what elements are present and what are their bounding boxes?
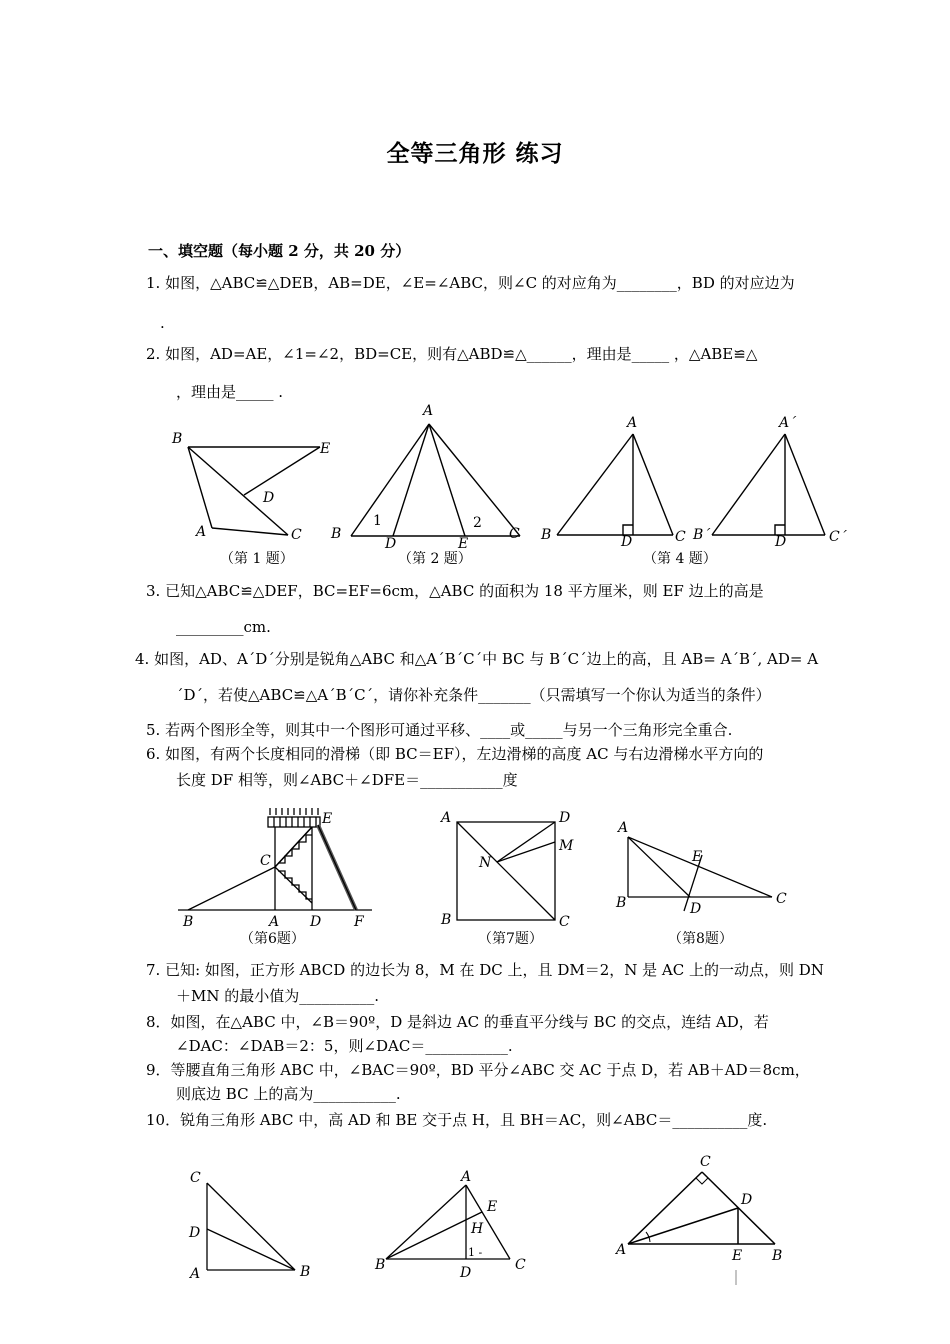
question-2-line1: 2. 如图，AD=AE，∠1=∠2，BD=CE，则有△ABD≌△______，理由是_____ ，△ABE≌△	[146, 345, 758, 363]
figure-8	[612, 815, 797, 920]
label-D: D	[310, 914, 322, 930]
question-7-line1: 7. 已知: 如图，正方形 ABCD 的边长为 8，M 在 DC 上，且 DM＝2，N 是 AC 上的一动点，则 DN	[146, 961, 824, 979]
label-E: E	[458, 536, 469, 552]
label-C: C	[260, 853, 271, 869]
question-5: 5. 若两个图形全等，则其中一个图形可通过平移、____或_____与另一个三角形完全重合.	[146, 721, 733, 739]
label-B: B	[441, 912, 452, 928]
figure-q10	[370, 1165, 540, 1280]
label-M: M	[559, 838, 574, 854]
label-B: B	[331, 526, 342, 542]
question-7-line2: ＋MN 的最小值为__________.	[176, 987, 380, 1005]
caption-8: （第8题）	[668, 931, 733, 947]
label-A: A	[196, 524, 207, 540]
label-C-prime: C´	[829, 529, 847, 545]
label-C: C	[509, 526, 520, 542]
label-E: E	[322, 811, 333, 827]
question-8-line1: 8．如图，在△ABC 中，∠B＝90º，D 是斜边 AC 的垂直平分线与 BC 的交点，连结 AD，若	[146, 1013, 769, 1031]
label-A: A	[190, 1266, 201, 1282]
angle-2-label: 2	[473, 515, 482, 531]
label-D: D	[385, 536, 397, 552]
figure-6	[170, 805, 380, 930]
label-D: D	[621, 534, 633, 550]
label-F: F	[354, 914, 364, 930]
label-B: B	[300, 1264, 311, 1280]
figure-2	[325, 398, 530, 552]
label-C: C	[700, 1154, 711, 1170]
caption-6: （第6题）	[240, 931, 305, 947]
caption-2: （第 2 题）	[398, 551, 472, 567]
question-2-line2: ，理由是_____ .	[176, 383, 284, 401]
label-C: C	[776, 891, 787, 907]
label-B: B	[616, 895, 627, 911]
caption-4: （第 4 题）	[643, 551, 717, 567]
label-N: N	[479, 855, 492, 871]
question-3-line2: _________cm.	[176, 618, 271, 636]
question-4-line1: 4. 如图，AD、A´D´分别是锐角△ABC 和△A´B´C´中 BC 与 B´C´边上的高，且 AB= A´B´, AD= A	[135, 650, 819, 668]
label-C: C	[291, 527, 302, 543]
label-C: C	[559, 914, 570, 930]
label-D: D	[690, 901, 702, 917]
question-6-line2: 长度 DF 相等，则∠ABC＋∠DFE＝___________度	[176, 771, 518, 789]
label-A: A	[616, 1242, 627, 1258]
label-D: D	[263, 490, 275, 506]
question-3-line1: 3. 已知△ABC≌△DEF，BC=EF=6cm，△ABC 的面积为 18 平方厘米，则 EF 边上的高是	[146, 582, 764, 600]
label-A-prime: A´	[779, 415, 797, 431]
label-A: A	[423, 403, 434, 419]
question-1-line1: 1. 如图，△ABC≌△DEB，AB=DE，∠E=∠ABC，则∠C 的对应角为________，BD 的对应边为	[146, 274, 795, 292]
question-8-line2: ∠DAC：∠DAB＝2：5，则∠DAC＝___________.	[176, 1037, 513, 1055]
label-C: C	[190, 1170, 201, 1186]
label-B-prime: B´	[693, 527, 711, 543]
question-1-line2: .	[160, 314, 165, 332]
label-D: D	[460, 1265, 472, 1281]
question-4-line2: ´D´，若使△ABC≌△A´B´C´，请你补充条件_______（只需填写一个你认为适当的条件）	[176, 686, 771, 704]
label-H: H	[471, 1221, 484, 1237]
label-A: A	[461, 1169, 472, 1185]
label-B: B	[375, 1257, 386, 1273]
question-6-line1: 6. 如图，有两个长度相同的滑梯（即 BC＝EF），左边滑梯的高度 AC 与右边滑梯水平方向的	[146, 745, 764, 763]
figure-1	[160, 425, 340, 555]
label-B: B	[172, 431, 183, 447]
question-9-line2: 则底边 BC 上的高为___________.	[176, 1085, 401, 1103]
caption-7: （第7题）	[478, 931, 543, 947]
label-D-prime: D	[775, 534, 787, 550]
label-B: B	[183, 914, 194, 930]
figure-q9	[610, 1150, 795, 1295]
label-E: E	[692, 849, 703, 865]
figure-7	[435, 808, 585, 933]
label-D: D	[741, 1192, 753, 1208]
label-C: C	[675, 529, 686, 545]
question-10: 10．锐角三角形 ABC 中，高 AD 和 BE 交于点 H，且 BH＝AC，则∠ABC＝__________度.	[146, 1111, 768, 1129]
section-heading: 一、填空题（每小题 2 分，共 20 分）	[148, 242, 411, 260]
label-C: C	[515, 1257, 526, 1273]
label-A: A	[269, 914, 280, 930]
page-title: 全等三角形 练习	[386, 141, 564, 167]
angle-1-label: 1	[373, 513, 382, 529]
label-D: D	[189, 1225, 201, 1241]
label-A: A	[618, 820, 629, 836]
label-A: A	[441, 810, 452, 826]
figure-4	[535, 410, 865, 550]
label-E: E	[487, 1199, 498, 1215]
label-A: A	[627, 415, 638, 431]
label-E: E	[320, 441, 331, 457]
label-B: B	[772, 1248, 783, 1264]
label-D: D	[559, 810, 571, 826]
angle-1-mark: 1 -	[468, 1246, 483, 1259]
label-B: B	[541, 527, 552, 543]
label-E: E	[732, 1248, 743, 1264]
figure-q8	[180, 1165, 320, 1285]
caption-1: （第 1 题）	[220, 551, 294, 567]
question-9-line1: 9．等腰直角三角形 ABC 中，∠BAC＝90º，BD 平分∠ABC 交 AC 于点 D，若 AB＋AD＝8cm，	[146, 1061, 810, 1079]
